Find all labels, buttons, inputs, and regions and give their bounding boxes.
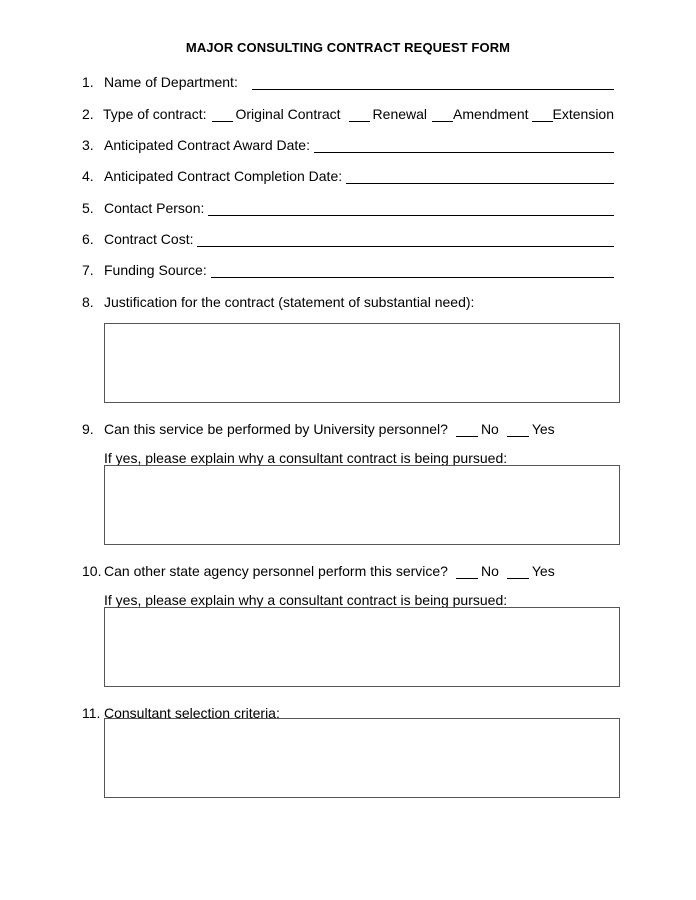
state-agency-row <box>82 559 614 579</box>
department-row <box>82 70 614 90</box>
completion-date-label: Anticipated Contract Completion Date: <box>104 168 343 184</box>
explain-prompt: If yes, please explain why a consultant contract is being pursued: <box>104 592 508 608</box>
department-field[interactable] <box>252 74 614 90</box>
funding-source-row <box>82 258 614 278</box>
contract-type-row <box>82 102 614 122</box>
completion-date-row <box>82 164 614 184</box>
item-number: 7. <box>82 262 94 278</box>
university-personnel-row <box>82 417 614 437</box>
contact-person-field[interactable] <box>208 200 614 216</box>
justification-row <box>82 290 614 310</box>
page-title: MAJOR CONSULTING CONTRACT REQUEST FORM <box>185 40 511 55</box>
no-option: No <box>480 421 499 437</box>
contract-type-label: Type of contract: <box>103 106 207 122</box>
item-number: 11. <box>82 705 101 721</box>
agency-no-blank[interactable] <box>456 563 478 579</box>
item-number: 5. <box>82 200 94 216</box>
agency-yes-blank[interactable] <box>507 563 529 579</box>
item-number: 10. <box>82 563 102 579</box>
item-number: 9. <box>82 421 94 437</box>
extension-blank[interactable] <box>532 106 553 122</box>
funding-source-field[interactable] <box>211 262 614 278</box>
contract-cost-row <box>82 227 614 247</box>
funding-source-label: Funding Source: <box>104 262 207 278</box>
department-label: Name of Department: <box>104 74 238 90</box>
university-yes-blank[interactable] <box>507 421 529 437</box>
item-number: 1. <box>82 74 94 90</box>
yes-option: Yes <box>531 421 555 437</box>
original-contract-blank[interactable] <box>212 106 233 122</box>
award-date-row <box>82 133 614 153</box>
amendment-option: Amendment <box>453 106 529 122</box>
award-date-field[interactable] <box>314 137 614 153</box>
university-explain-box[interactable] <box>104 465 620 545</box>
renewal-blank[interactable] <box>349 106 370 122</box>
renewal-option: Renewal <box>372 106 428 122</box>
yes-option: Yes <box>531 563 555 579</box>
university-no-blank[interactable] <box>456 421 478 437</box>
contract-cost-field[interactable] <box>197 231 614 247</box>
selection-criteria-label: Consultant selection criteria: <box>104 705 280 721</box>
item-number: 2. <box>82 106 94 122</box>
justification-box[interactable] <box>104 323 620 403</box>
contact-person-row <box>82 196 614 216</box>
completion-date-field[interactable] <box>346 168 614 184</box>
explain-prompt: If yes, please explain why a consultant contract is being pursued: <box>104 450 508 466</box>
justification-label: Justification for the contract (statement of substantial need): <box>104 294 475 310</box>
item-number: 4. <box>82 168 94 184</box>
item-number: 3. <box>82 137 94 153</box>
original-contract-option: Original Contract <box>235 106 341 122</box>
item-number: 6. <box>82 231 94 247</box>
agency-explain-box[interactable] <box>104 607 620 687</box>
state-agency-label: Can other state agency personnel perform this service? <box>104 563 448 579</box>
selection-criteria-box[interactable] <box>104 718 620 798</box>
no-option: No <box>480 563 499 579</box>
contact-person-label: Contact Person: <box>104 200 205 216</box>
award-date-label: Anticipated Contract Award Date: <box>104 137 310 153</box>
item-number: 8. <box>82 294 94 310</box>
extension-option: Extension <box>552 106 614 122</box>
contract-cost-label: Contract Cost: <box>104 231 194 247</box>
amendment-blank[interactable] <box>432 106 453 122</box>
university-personnel-label: Can this service be performed by University personnel? <box>104 421 448 437</box>
